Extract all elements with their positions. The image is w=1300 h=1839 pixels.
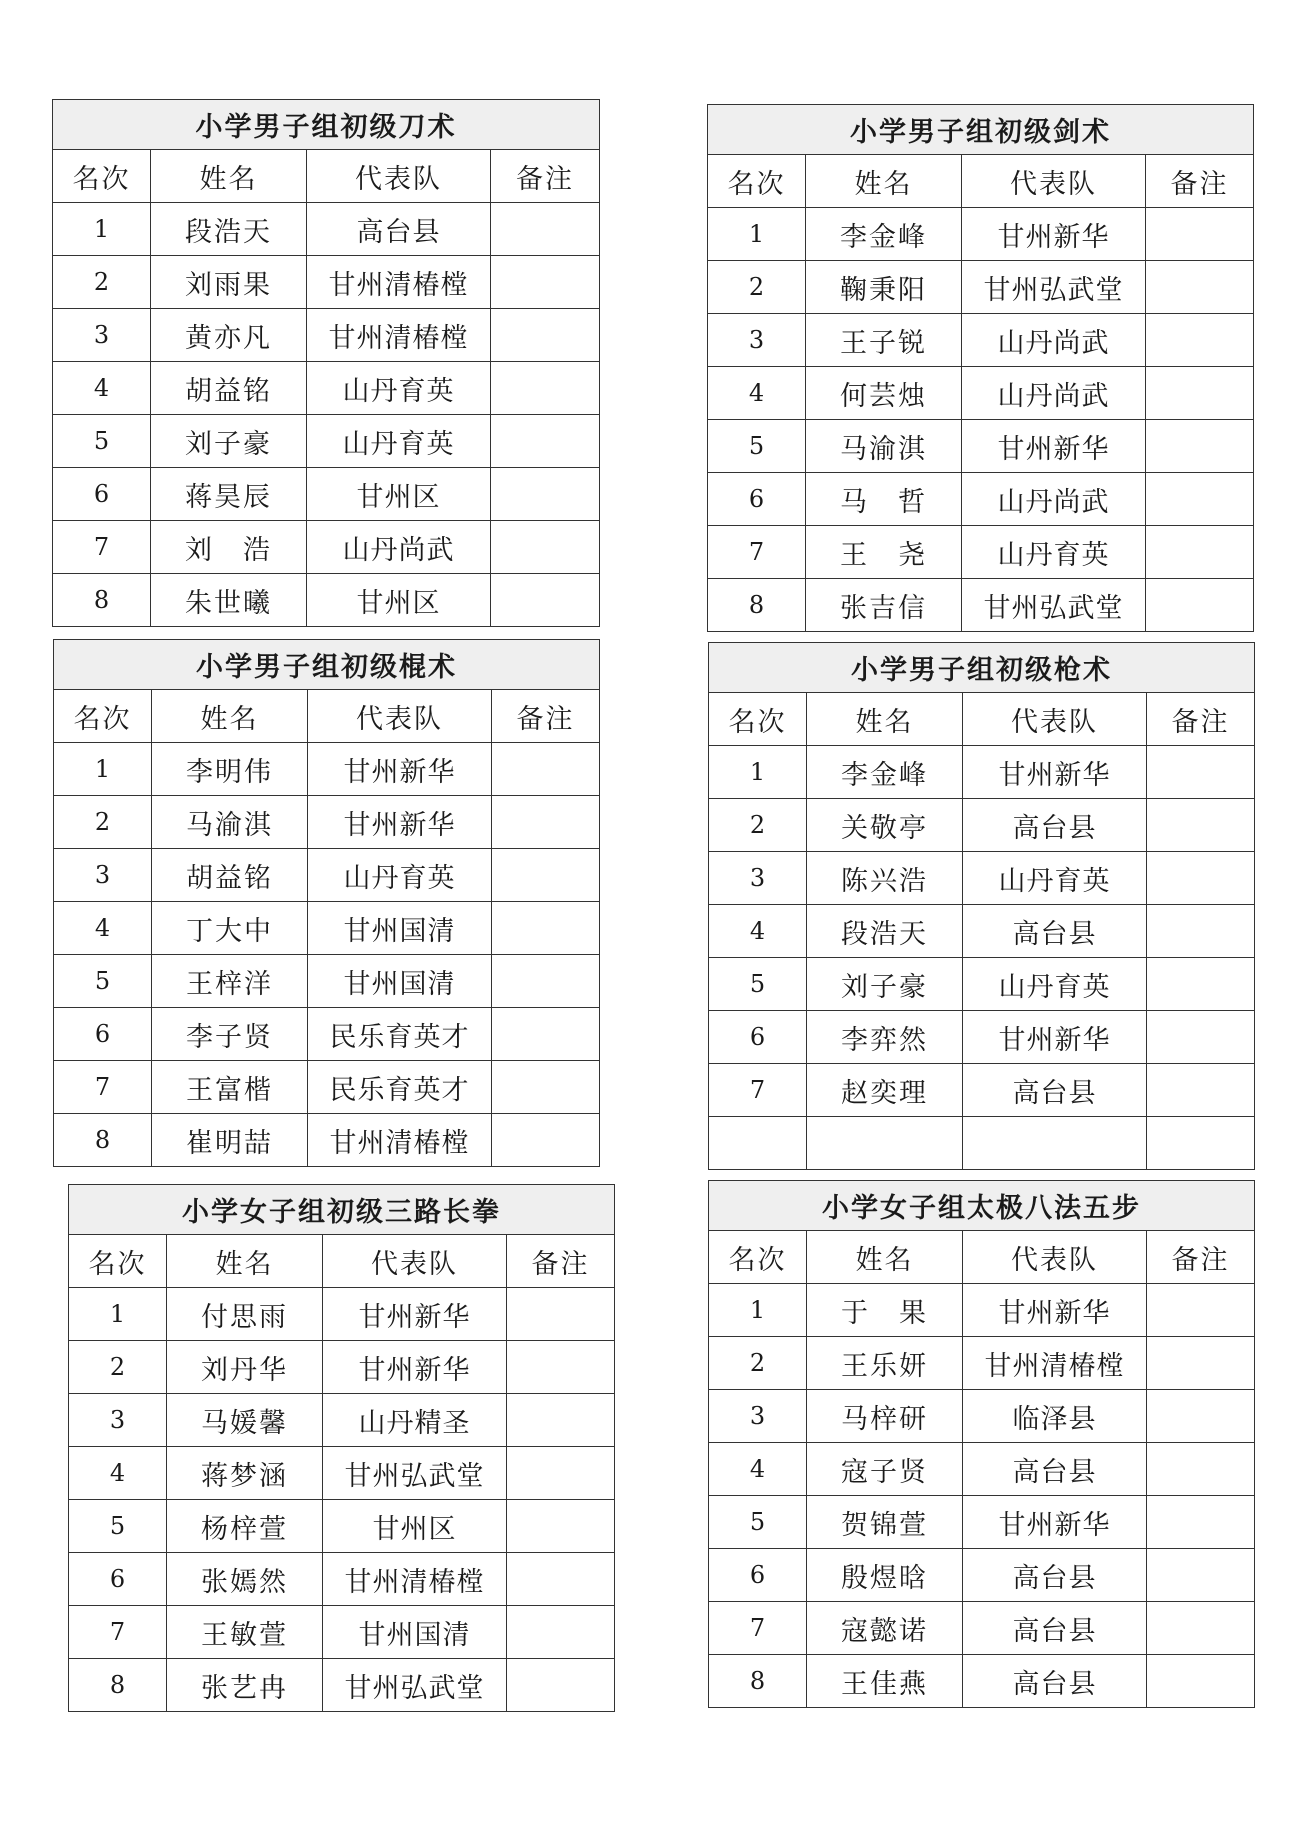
note-cell (507, 1341, 615, 1394)
note-cell (1147, 1496, 1255, 1549)
header-row (709, 693, 1255, 746)
team-cell: 甘州新华 (963, 1496, 1147, 1549)
col-note-header: 备注 (1147, 693, 1255, 746)
table-row (708, 526, 1254, 579)
table-row (709, 1064, 1255, 1117)
table-row (709, 1117, 1255, 1170)
note-cell (1147, 905, 1255, 958)
rank-cell: 4 (69, 1447, 167, 1500)
team-cell (963, 1117, 1147, 1170)
team-cell: 甘州新华 (963, 1011, 1147, 1064)
team-cell: 临泽县 (963, 1390, 1147, 1443)
name-cell: 王敏萱 (167, 1606, 323, 1659)
rank-cell: 5 (54, 955, 152, 1008)
note-cell (1146, 261, 1254, 314)
name-cell: 蒋梦涵 (167, 1447, 323, 1500)
team-cell: 山丹尚武 (962, 314, 1146, 367)
table-row (69, 1447, 615, 1500)
name-cell: 李金峰 (806, 208, 962, 261)
team-cell: 民乐育英才 (308, 1008, 492, 1061)
name-cell: 陈兴浩 (807, 852, 963, 905)
name-cell: 马媛馨 (167, 1394, 323, 1447)
name-cell: 刘 浩 (151, 521, 307, 574)
note-cell (491, 309, 600, 362)
note-cell (1147, 1011, 1255, 1064)
name-cell: 杨梓萱 (167, 1500, 323, 1553)
name-cell: 段浩天 (807, 905, 963, 958)
rank-cell (709, 1117, 807, 1170)
rank-cell: 3 (709, 852, 807, 905)
col-team-header: 代表队 (963, 1231, 1147, 1284)
rank-cell: 7 (709, 1602, 807, 1655)
name-cell: 殷煜晗 (807, 1549, 963, 1602)
table-row (54, 743, 600, 796)
note-cell (1147, 1064, 1255, 1117)
team-cell: 山丹尚武 (962, 473, 1146, 526)
note-cell (507, 1394, 615, 1447)
note-cell (1147, 1390, 1255, 1443)
rank-cell: 7 (708, 526, 806, 579)
table-title: 小学男子组初级刀术 (53, 100, 600, 150)
col-rank-header: 名次 (708, 155, 806, 208)
rank-cell: 1 (708, 208, 806, 261)
rank-cell: 4 (709, 905, 807, 958)
rank-cell: 1 (709, 746, 807, 799)
note-cell (1146, 367, 1254, 420)
name-cell: 付思雨 (167, 1288, 323, 1341)
note-cell (1147, 1655, 1255, 1708)
rank-cell: 4 (53, 362, 151, 415)
table-row (709, 1602, 1255, 1655)
team-cell: 甘州清椿樘 (963, 1337, 1147, 1390)
header-row (54, 690, 600, 743)
col-team-header: 代表队 (962, 155, 1146, 208)
note-cell (492, 849, 600, 902)
team-cell: 高台县 (963, 799, 1147, 852)
table-row (53, 203, 600, 256)
col-team-header: 代表队 (307, 150, 491, 203)
table-row (53, 415, 600, 468)
team-cell: 甘州区 (307, 468, 491, 521)
name-cell: 马 哲 (806, 473, 962, 526)
col-rank-header: 名次 (709, 693, 807, 746)
results-table-changquan (68, 1184, 615, 1712)
note-cell (1147, 852, 1255, 905)
team-cell: 甘州国清 (308, 902, 492, 955)
rank-cell: 7 (709, 1064, 807, 1117)
table-row (709, 958, 1255, 1011)
name-cell: 朱世曦 (151, 574, 307, 627)
col-name-header: 姓名 (807, 693, 963, 746)
table-row (69, 1394, 615, 1447)
table-row (709, 1011, 1255, 1064)
table-row (708, 208, 1254, 261)
col-rank-header: 名次 (54, 690, 152, 743)
team-cell: 甘州新华 (308, 743, 492, 796)
team-cell: 甘州清椿樘 (307, 256, 491, 309)
team-cell: 甘州区 (323, 1500, 507, 1553)
name-cell: 胡益铭 (151, 362, 307, 415)
name-cell: 王 尧 (806, 526, 962, 579)
col-note-header: 备注 (492, 690, 600, 743)
rank-cell: 3 (709, 1390, 807, 1443)
rank-cell: 4 (709, 1443, 807, 1496)
rank-cell: 5 (709, 958, 807, 1011)
note-cell (1147, 1117, 1255, 1170)
note-cell (492, 796, 600, 849)
name-cell: 马渝淇 (152, 796, 308, 849)
table-row (53, 309, 600, 362)
note-cell (507, 1447, 615, 1500)
table-row (54, 1114, 600, 1167)
name-cell: 王富楷 (152, 1061, 308, 1114)
name-cell: 关敬亭 (807, 799, 963, 852)
table-row (709, 1284, 1255, 1337)
header-row (53, 150, 600, 203)
team-cell: 甘州国清 (323, 1606, 507, 1659)
name-cell: 王梓洋 (152, 955, 308, 1008)
table-row (53, 468, 600, 521)
name-cell: 李子贤 (152, 1008, 308, 1061)
col-name-header: 姓名 (807, 1231, 963, 1284)
team-cell: 高台县 (963, 1602, 1147, 1655)
name-cell: 寇子贤 (807, 1443, 963, 1496)
team-cell: 甘州弘武堂 (323, 1659, 507, 1712)
rank-cell: 2 (69, 1341, 167, 1394)
rank-cell: 4 (54, 902, 152, 955)
table-row (53, 521, 600, 574)
table-row (69, 1288, 615, 1341)
table-title: 小学女子组初级三路长拳 (69, 1185, 615, 1235)
note-cell (507, 1500, 615, 1553)
col-name-header: 姓名 (806, 155, 962, 208)
rank-cell: 5 (709, 1496, 807, 1549)
table-row (709, 746, 1255, 799)
table-row (709, 905, 1255, 958)
note-cell (491, 574, 600, 627)
name-cell: 何芸烛 (806, 367, 962, 420)
name-cell: 李弈然 (807, 1011, 963, 1064)
note-cell (507, 1288, 615, 1341)
rank-cell: 6 (709, 1549, 807, 1602)
table-row (54, 1061, 600, 1114)
note-cell (491, 415, 600, 468)
name-cell (807, 1117, 963, 1170)
note-cell (491, 521, 600, 574)
results-table-taiji (708, 1180, 1255, 1708)
team-cell: 山丹育英 (307, 362, 491, 415)
table-row (53, 362, 600, 415)
team-cell: 甘州国清 (308, 955, 492, 1008)
name-cell: 王子锐 (806, 314, 962, 367)
team-cell: 山丹育英 (308, 849, 492, 902)
col-team-header: 代表队 (308, 690, 492, 743)
table-row (69, 1341, 615, 1394)
rank-cell: 8 (708, 579, 806, 632)
name-cell: 张艺冉 (167, 1659, 323, 1712)
table-row (708, 420, 1254, 473)
rank-cell: 2 (54, 796, 152, 849)
table-row (708, 261, 1254, 314)
table-row (709, 1390, 1255, 1443)
note-cell (492, 1114, 600, 1167)
rank-cell: 2 (709, 1337, 807, 1390)
name-cell: 黄亦凡 (151, 309, 307, 362)
rank-cell: 1 (709, 1284, 807, 1337)
table-row (53, 574, 600, 627)
team-cell: 山丹精圣 (323, 1394, 507, 1447)
table-row (69, 1659, 615, 1712)
team-cell: 甘州新华 (308, 796, 492, 849)
col-name-header: 姓名 (152, 690, 308, 743)
team-cell: 甘州区 (307, 574, 491, 627)
team-cell: 甘州新华 (963, 746, 1147, 799)
note-cell (1147, 799, 1255, 852)
table-row (709, 852, 1255, 905)
team-cell: 甘州弘武堂 (323, 1447, 507, 1500)
rank-cell: 1 (54, 743, 152, 796)
rank-cell: 7 (69, 1606, 167, 1659)
team-cell: 山丹育英 (962, 526, 1146, 579)
rank-cell: 8 (709, 1655, 807, 1708)
table-row (709, 799, 1255, 852)
table-title: 小学男子组初级枪术 (709, 643, 1255, 693)
note-cell (492, 902, 600, 955)
name-cell: 刘丹华 (167, 1341, 323, 1394)
name-cell: 赵奕理 (807, 1064, 963, 1117)
team-cell: 甘州弘武堂 (962, 579, 1146, 632)
note-cell (1147, 1284, 1255, 1337)
team-cell: 山丹育英 (307, 415, 491, 468)
name-cell: 贺锦萱 (807, 1496, 963, 1549)
col-note-header: 备注 (491, 150, 600, 203)
table-title: 小学男子组初级剑术 (708, 105, 1254, 155)
note-cell (1146, 314, 1254, 367)
rank-cell: 5 (53, 415, 151, 468)
name-cell: 张嫣然 (167, 1553, 323, 1606)
note-cell (1147, 1549, 1255, 1602)
table-row (54, 902, 600, 955)
rank-cell: 2 (708, 261, 806, 314)
team-cell: 甘州新华 (323, 1288, 507, 1341)
table-row (708, 367, 1254, 420)
team-cell: 高台县 (307, 203, 491, 256)
note-cell (1147, 1602, 1255, 1655)
rank-cell: 6 (53, 468, 151, 521)
team-cell: 高台县 (963, 1443, 1147, 1496)
col-name-header: 姓名 (151, 150, 307, 203)
header-row (708, 155, 1254, 208)
name-cell: 刘子豪 (807, 958, 963, 1011)
team-cell: 山丹育英 (963, 852, 1147, 905)
team-cell: 山丹尚武 (307, 521, 491, 574)
results-table-daoshu (52, 99, 600, 627)
note-cell (491, 362, 600, 415)
rank-cell: 1 (53, 203, 151, 256)
team-cell: 山丹育英 (963, 958, 1147, 1011)
table-row (709, 1443, 1255, 1496)
note-cell (491, 468, 600, 521)
table-row (53, 256, 600, 309)
name-cell: 李金峰 (807, 746, 963, 799)
table-row (709, 1549, 1255, 1602)
team-cell: 高台县 (963, 1549, 1147, 1602)
note-cell (492, 743, 600, 796)
table-row (709, 1496, 1255, 1549)
rank-cell: 6 (69, 1553, 167, 1606)
team-cell: 甘州清椿樘 (307, 309, 491, 362)
col-team-header: 代表队 (963, 693, 1147, 746)
name-cell: 胡益铭 (152, 849, 308, 902)
name-cell: 寇懿诺 (807, 1602, 963, 1655)
team-cell: 甘州清椿樘 (323, 1553, 507, 1606)
col-note-header: 备注 (507, 1235, 615, 1288)
note-cell (507, 1659, 615, 1712)
rank-cell: 3 (53, 309, 151, 362)
table-row (69, 1500, 615, 1553)
table-row (54, 1008, 600, 1061)
name-cell: 马梓研 (807, 1390, 963, 1443)
table-title: 小学女子组太极八法五步 (709, 1181, 1255, 1231)
table-title: 小学男子组初级棍术 (54, 640, 600, 690)
rank-cell: 8 (54, 1114, 152, 1167)
table-row (708, 473, 1254, 526)
note-cell (492, 1008, 600, 1061)
table-row (54, 796, 600, 849)
team-cell: 高台县 (963, 1655, 1147, 1708)
name-cell: 段浩天 (151, 203, 307, 256)
rank-cell: 7 (54, 1061, 152, 1114)
team-cell: 甘州弘武堂 (962, 261, 1146, 314)
table-row (709, 1655, 1255, 1708)
table-row (69, 1606, 615, 1659)
results-table-jianshu (707, 104, 1254, 632)
note-cell (1146, 420, 1254, 473)
name-cell: 丁大中 (152, 902, 308, 955)
table-row (54, 849, 600, 902)
team-cell: 高台县 (963, 1064, 1147, 1117)
results-table-qiangshu (708, 642, 1255, 1170)
rank-cell: 1 (69, 1288, 167, 1341)
note-cell (1147, 1443, 1255, 1496)
note-cell (492, 1061, 600, 1114)
name-cell: 王佳燕 (807, 1655, 963, 1708)
header-row (709, 1231, 1255, 1284)
table-row (69, 1553, 615, 1606)
name-cell: 李明伟 (152, 743, 308, 796)
team-cell: 甘州新华 (962, 208, 1146, 261)
team-cell: 民乐育英才 (308, 1061, 492, 1114)
note-cell (1146, 579, 1254, 632)
note-cell (507, 1606, 615, 1659)
rank-cell: 3 (69, 1394, 167, 1447)
table-row (708, 579, 1254, 632)
rank-cell: 6 (54, 1008, 152, 1061)
note-cell (1147, 1337, 1255, 1390)
note-cell (491, 256, 600, 309)
name-cell: 王乐妍 (807, 1337, 963, 1390)
rank-cell: 6 (708, 473, 806, 526)
col-name-header: 姓名 (167, 1235, 323, 1288)
rank-cell: 7 (53, 521, 151, 574)
note-cell (492, 955, 600, 1008)
col-rank-header: 名次 (53, 150, 151, 203)
rank-cell: 5 (708, 420, 806, 473)
name-cell: 刘雨果 (151, 256, 307, 309)
name-cell: 鞠秉阳 (806, 261, 962, 314)
name-cell: 马渝淇 (806, 420, 962, 473)
name-cell: 崔明喆 (152, 1114, 308, 1167)
header-row (69, 1235, 615, 1288)
rank-cell: 2 (53, 256, 151, 309)
col-rank-header: 名次 (69, 1235, 167, 1288)
team-cell: 高台县 (963, 905, 1147, 958)
table-row (54, 955, 600, 1008)
note-cell (491, 203, 600, 256)
team-cell: 甘州清椿樘 (308, 1114, 492, 1167)
table-row (708, 314, 1254, 367)
team-cell: 甘州新华 (962, 420, 1146, 473)
note-cell (1146, 526, 1254, 579)
rank-cell: 3 (54, 849, 152, 902)
results-table-gunshu (53, 639, 600, 1167)
note-cell (507, 1553, 615, 1606)
rank-cell: 8 (69, 1659, 167, 1712)
rank-cell: 5 (69, 1500, 167, 1553)
note-cell (1146, 473, 1254, 526)
note-cell (1146, 208, 1254, 261)
col-note-header: 备注 (1147, 1231, 1255, 1284)
note-cell (1147, 746, 1255, 799)
rank-cell: 2 (709, 799, 807, 852)
rank-cell: 8 (53, 574, 151, 627)
rank-cell: 4 (708, 367, 806, 420)
rank-cell: 3 (708, 314, 806, 367)
name-cell: 刘子豪 (151, 415, 307, 468)
team-cell: 甘州新华 (323, 1341, 507, 1394)
name-cell: 蒋昊辰 (151, 468, 307, 521)
col-note-header: 备注 (1146, 155, 1254, 208)
team-cell: 甘州新华 (963, 1284, 1147, 1337)
col-rank-header: 名次 (709, 1231, 807, 1284)
table-row (709, 1337, 1255, 1390)
team-cell: 山丹尚武 (962, 367, 1146, 420)
col-team-header: 代表队 (323, 1235, 507, 1288)
note-cell (1147, 958, 1255, 1011)
name-cell: 张吉信 (806, 579, 962, 632)
rank-cell: 6 (709, 1011, 807, 1064)
name-cell: 于 果 (807, 1284, 963, 1337)
